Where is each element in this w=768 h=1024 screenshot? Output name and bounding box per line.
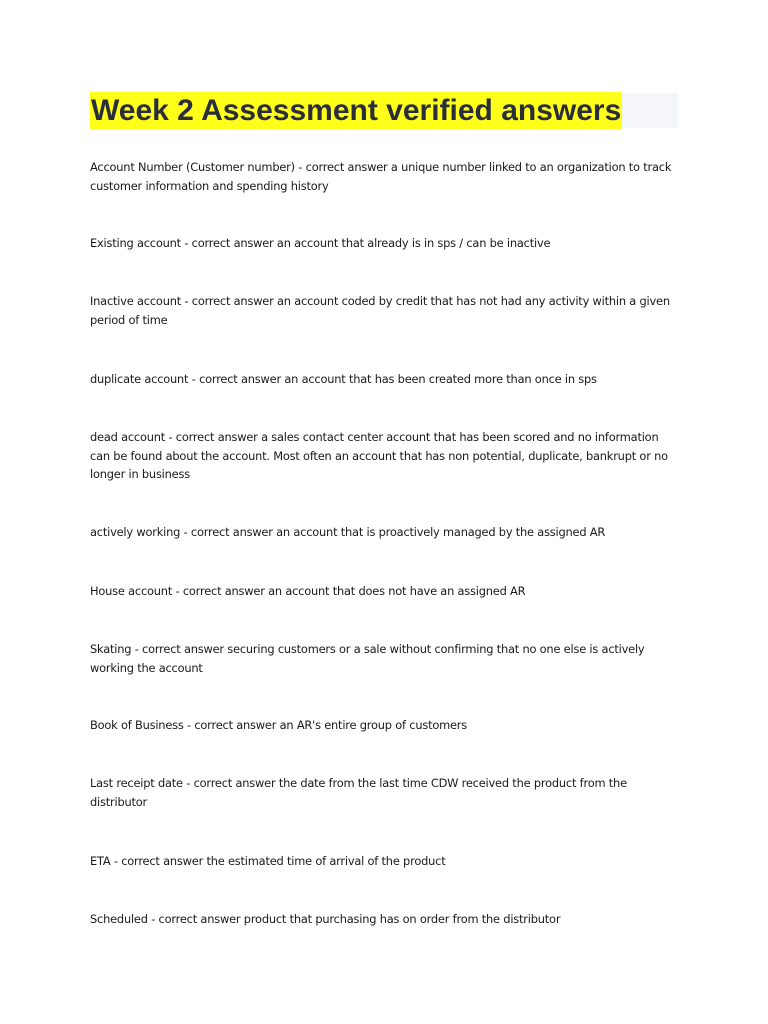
answer-entry: Book of Business - correct answer an AR's entire group of customers <box>90 718 468 732</box>
answer-entry: Account Number (Customer number) - correct answer a unique number linked to an organization to track customer information and spending history <box>90 160 672 193</box>
answer-entry: Skating - correct answer securing customers or a sale without confirming that no one else is actively working the account <box>90 642 645 675</box>
answer-entry: Scheduled - correct answer product that purchasing has on order from the distributor <box>90 912 561 926</box>
answer-entry: Inactive account - correct answer an account coded by credit that has not had any activity within a given period of time <box>90 294 670 327</box>
answer-entry: Last receipt date - correct answer the date from the last time CDW received the product from the distributor <box>90 776 627 809</box>
answer-entry: actively working - correct answer an account that is proactively managed by the assigned AR <box>90 525 606 539</box>
answer-entry: ETA - correct answer the estimated time of arrival of the product <box>90 854 446 868</box>
answer-entry: dead account - correct answer a sales contact center account that has been scored and no information can be found about the account. Most often an account that has non potential, duplicate, bankrupt or no longer in business <box>90 430 668 481</box>
answer-entry: Existing account - correct answer an account that already is in sps / can be inactive <box>90 236 551 250</box>
answer-entry: House account - correct answer an account that does not have an assigned AR <box>90 584 526 598</box>
page-title: Week 2 Assessment verified answers <box>91 94 622 127</box>
answer-entry: duplicate account - correct answer an account that has been created more than once in sps <box>90 372 597 386</box>
